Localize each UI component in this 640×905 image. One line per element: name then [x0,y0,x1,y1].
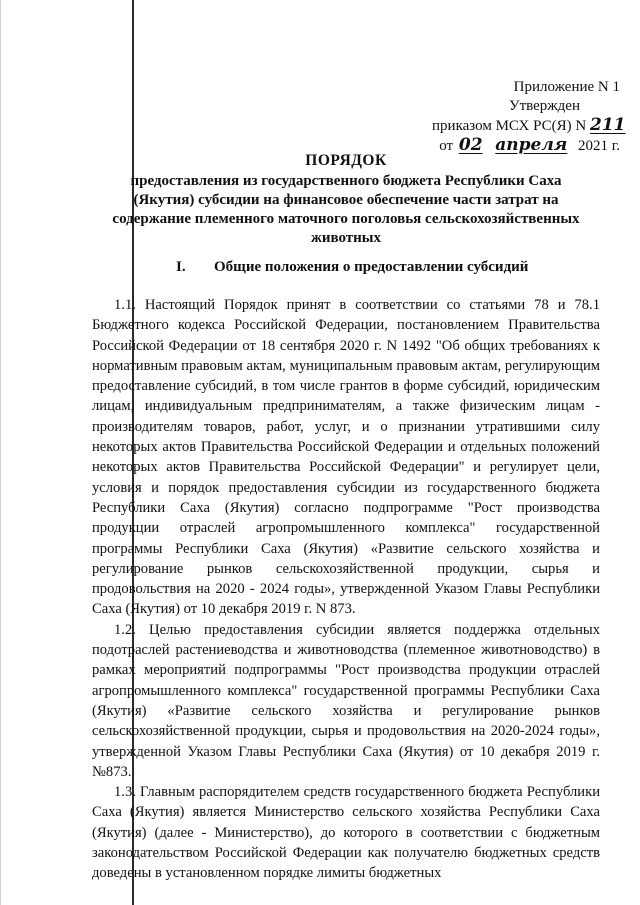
section-title: Общие положения о предоставлении субсидий [214,259,529,275]
title-main: ПОРЯДОК [305,152,387,169]
title-line: предоставления из государственного бюджета Республики Саха [130,173,562,189]
paragraph-1-1: 1.1. Настоящий Порядок принят в соответствии со статьями 78 и 78.1 Бюджетного кодекса Российской Федерации, постановлением Правительства Российской Федерации от 18 сентября 2020 г. N 1492 "Об общих требованиях к нормативным правовым актам, муниципальным правовым актам, регулирующим предоставление субсидий, в том числе грантов в форме субсидий, юридическим лицам, индивидуальным предпринимателям, а также физическим лицам - производителям товаров, работ, услуг, и о признании утратившими силу некоторых актов Правительства Российской Федерации и отдельных положений некоторых актов Правительства Российской Федерации" и регулирует цели, условия и порядок предоставления субсидии из государственного бюджета Республики Саха (Якутия) согласно подпрограмме "Рост производства продукции отраслей агропромышленного комплекса" государственной программы Республики Саха (Якутия) «Развитие сельского хозяйства и регулирование рынков сельскохозяйственной продукции, сырья и продовольствия на 2020 - 2024 годы», утвержденной Указом Главы Республики Саха (Якутия) от 10 декабря 2019 г. N 873. [92,297,600,618]
section-number: I. [176,259,186,275]
appendix-label: Приложение N 1 [513,79,620,95]
paragraph-1-2: 1.2. Целью предоставления субсидии является поддержка отдельных подотраслей растениеводства и животноводства (племенное животноводство) в рамках мероприятий подпрограммы "Рост производства продукции отраслей агропромышленного комплекса" государственной программы Республики Саха (Якутия) «Развитие сельского хозяйства и регулирование рынков сельскохозяйственной продукции, сырья и продовольствия на 2020-2024 годы», утвержденной Указом Главы Республики Саха (Якутия) от 10 декабря 2019 г. №873. [92,621,600,780]
order-line [380,115,626,136]
document-body [92,295,600,884]
date-day-handwritten: 02 [458,135,483,155]
date-year: 2021 г. [578,138,620,154]
title-line: (Якутия) субсидии на финансовое обеспечение части затрат на [133,192,559,208]
title-line: содержание племенного маточного поголовья сельскохозяйственных [112,211,580,227]
paragraph-1-3: 1.3. Главным распорядителем средств государственного бюджета Республики Саха (Якутия) является Министерство сельского хозяйства Республики Саха (Якутия) (далее - Министерство), до которого в соответствии с бюджетным законодательством Российской Федерации как получателю бюджетных средств доведены в установленном порядке лимиты бюджетных [92,784,600,882]
approved-label: Утвержден [508,98,580,114]
approval-header [380,78,626,156]
date-prefix: от [439,138,454,154]
scan-edge [0,0,1,905]
date-month-handwritten: апреля [495,135,568,155]
title-line: животных [310,230,382,246]
order-prefix: приказом МСХ РС(Я) N [432,118,587,134]
document-title [92,151,600,248]
order-number-handwritten: 211 [590,115,626,135]
